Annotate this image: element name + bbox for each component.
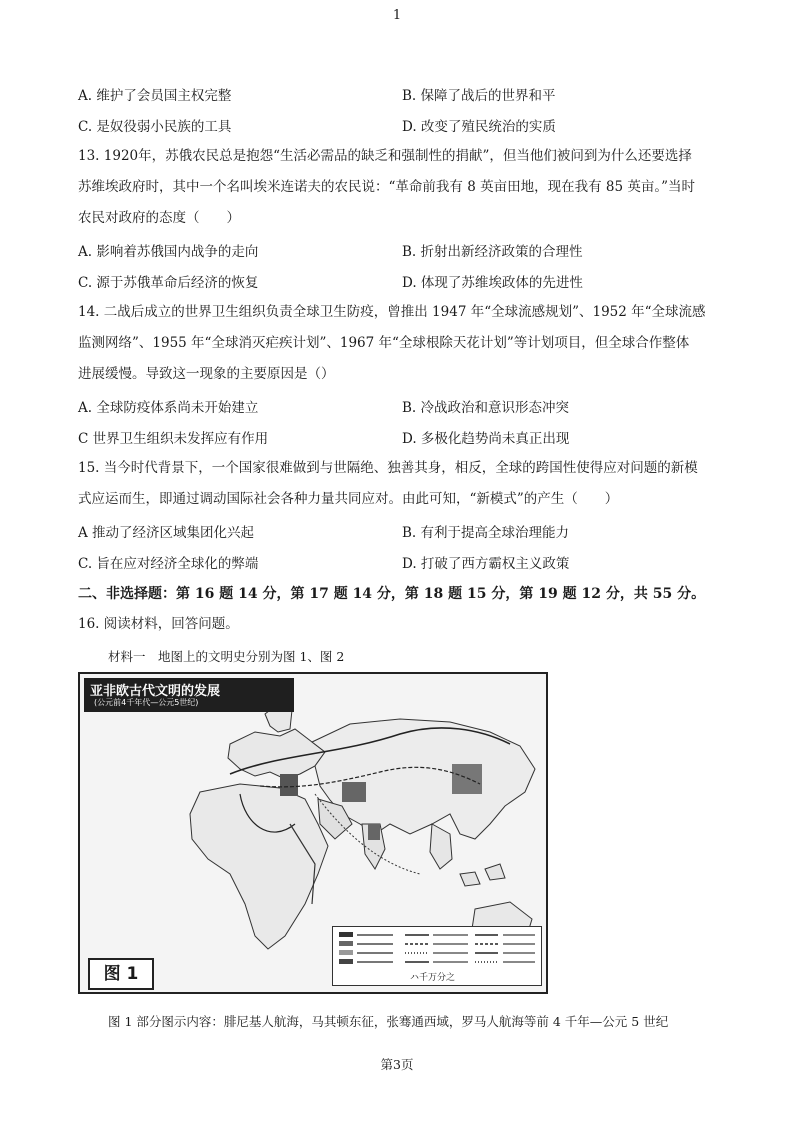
- section-2-heading: 二、非选择题：第 16 题 14 分，第 17 题 14 分，第 18 题 15 分，第 19 题 12 分，共 55 分。: [78, 586, 706, 602]
- q15-option-d: D. 打破了西方霸权主义政策: [402, 556, 570, 572]
- q12-option-c: C. 是奴役弱小民族的工具: [78, 119, 232, 135]
- q13-stem-line3: 农民对政府的态度（ ）: [78, 210, 240, 226]
- q15-stem-line1: 15. 当今时代背景下，一个国家很难做到与世隔绝、独善其身，相反，全球的跨国性使得应对问题的新模: [78, 460, 698, 476]
- q12-option-a: A. 维护了会员国主权完整: [78, 88, 232, 104]
- q15-option-b: B. 有利于提高全球治理能力: [402, 525, 570, 541]
- q14-stem-line3: 进展缓慢。导致这一现象的主要原因是（）: [78, 366, 335, 382]
- q12-option-b: B. 保障了战后的世界和平: [402, 88, 556, 104]
- q14-option-b: B. 冷战政治和意识形态冲突: [402, 400, 570, 416]
- q14-option-d: D. 多极化趋势尚未真正出现: [402, 431, 570, 447]
- figure-1-label: 图 1: [88, 958, 154, 990]
- q14-option-a: A. 全球防疫体系尚未开始建立: [78, 400, 259, 416]
- q16-intro: 16. 阅读材料，回答问题。: [78, 616, 239, 632]
- page-footer-number: 第3页: [380, 1057, 414, 1072]
- q13-option-d: D. 体现了苏维埃政体的先进性: [402, 275, 583, 291]
- historical-map-figure: [78, 672, 548, 994]
- map-scale: ハ千万分之: [410, 973, 456, 983]
- q14-stem-line2: 监测网络”、1955 年“全球消灭疟疾计划”、1967 年“全球根除天花计划”等计划项目，但全球合作整体: [78, 335, 690, 351]
- q13-stem-line2: 苏维埃政府时，其中一个名叫埃米连诺夫的农民说：“革命前我有 8 英亩田地，现在我有 85 英亩。”当时: [78, 179, 695, 195]
- q14-option-c: C 世界卫生组织未发挥应有作用: [78, 431, 269, 447]
- q14-stem-line1: 14. 二战后成立的世界卫生组织负责全球卫生防疫，曾推出 1947 年“全球流感规划”、1952 年“全球流感: [78, 304, 706, 320]
- material-1-label: 材料一 地图上的文明史分别为图 1、图 2: [108, 649, 345, 664]
- q13-option-a: A. 影响着苏俄国内战争的走向: [78, 244, 259, 260]
- q12-option-d: D. 改变了殖民统治的实质: [402, 119, 556, 135]
- map-subtitle: (公元前4千年代—公元5世纪): [94, 698, 199, 707]
- map-title: 亚非欧古代文明的发展: [90, 684, 221, 699]
- figure-1-caption: 图 1 部分图示内容：腓尼基人航海，马其顿东征，张骞通西域，罗马人航海等前 4 千年—公元 5 世纪: [108, 1014, 669, 1029]
- q15-option-c: C. 旨在应对经济全球化的弊端: [78, 556, 259, 572]
- q15-stem-line2: 式应运而生，即通过调动国际社会各种力量共同应对。由此可知，“新模式”的产生（ ）: [78, 491, 619, 507]
- map-title-banner: [84, 678, 294, 712]
- q13-stem-line1: 13. 1920年，苏俄农民总是抱怨“生活必需品的缺乏和强制性的捐献”，但当他们被问到为什么还要选择: [78, 148, 692, 164]
- q15-option-a: A 推动了经济区域集团化兴起: [78, 525, 255, 541]
- q13-option-b: B. 折射出新经济政策的合理性: [402, 244, 583, 260]
- top-page-number: 1: [392, 8, 402, 23]
- q13-option-c: C. 源于苏俄革命后经济的恢复: [78, 275, 259, 291]
